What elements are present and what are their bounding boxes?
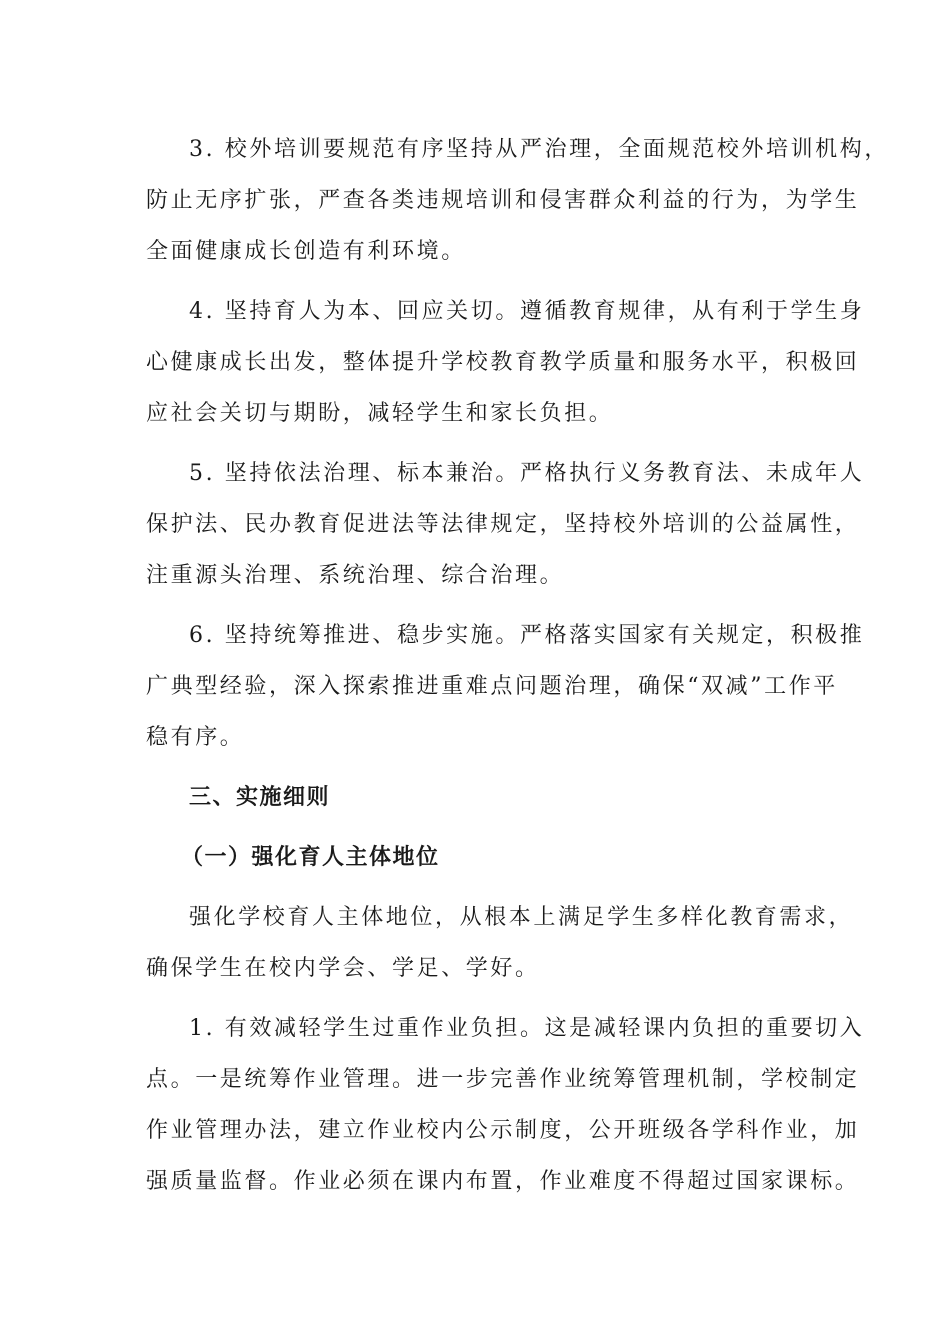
paragraph-item-6-line-1: 6. 坚持统筹推进、稳步实施。严格落实国家有关规定，积极推 xyxy=(189,623,865,648)
intro-paragraph-line-2: 确保学生在校内学会、学足、学好。 xyxy=(146,956,540,981)
paragraph-item-3-line-3: 全面健康成长创造有利环境。 xyxy=(146,239,466,264)
paragraph-item-4-line-1: 4. 坚持育人为本、回应关切。遵循教育规律，从有利于学生身 xyxy=(189,299,865,324)
intro-paragraph-line-1: 强化学校育人主体地位，从根本上满足学生多样化教育需求， xyxy=(189,905,854,930)
paragraph-item-5-line-1: 5. 坚持依法治理、标本兼治。严格执行义务教育法、未成年人 xyxy=(189,461,865,486)
paragraph-item-3-line-1: 3. 校外培训要规范有序坚持从严治理，全面规范校外培训机构， xyxy=(189,137,889,162)
detail-item-1-line-1: 1. 有效减轻学生过重作业负担。这是减轻课内负担的重要切入 xyxy=(189,1016,865,1041)
section-heading: 三、实施细则 xyxy=(189,785,331,810)
subsection-heading: （一）强化育人主体地位 xyxy=(181,845,440,870)
paragraph-item-6-line-2: 广典型经验，深入探索推进重难点问题治理，确保“双减”工作平 xyxy=(146,674,838,699)
paragraph-item-5-line-3: 注重源头治理、系统治理、综合治理。 xyxy=(146,563,565,588)
paragraph-item-3-line-2: 防止无序扩张，严查各类违规培训和侵害群众利益的行为，为学生 xyxy=(146,188,860,213)
paragraph-item-6-line-3: 稳有序。 xyxy=(146,725,245,750)
paragraph-item-5-line-2: 保护法、民办教育促进法等法律规定，坚持校外培训的公益属性， xyxy=(146,512,860,537)
paragraph-item-4-line-2: 心健康成长出发，整体提升学校教育教学质量和服务水平，积极回 xyxy=(146,350,860,375)
detail-item-1-line-2: 点。一是统筹作业管理。进一步完善作业统筹管理机制，学校制定 xyxy=(146,1067,860,1092)
detail-item-1-line-3: 作业管理办法，建立作业校内公示制度，公开班级各学科作业，加 xyxy=(146,1118,860,1143)
paragraph-item-4-line-3: 应社会关切与期盼，减轻学生和家长负担。 xyxy=(146,401,614,426)
detail-item-1-line-4: 强质量监督。作业必须在课内布置，作业难度不得超过国家课标。 xyxy=(146,1169,860,1194)
